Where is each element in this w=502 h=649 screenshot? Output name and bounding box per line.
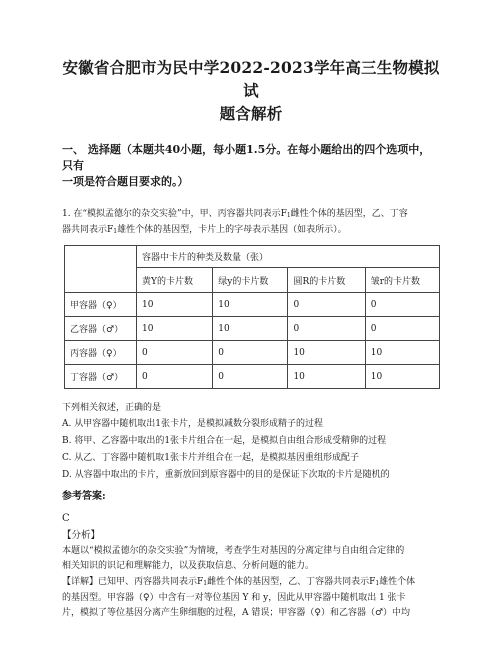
analysis-tag: 【分析】 [62, 530, 101, 541]
question-1-text [62, 207, 440, 239]
subscript: 1 [375, 580, 380, 587]
option-c: C. 从乙、丁容器中随机取1张卡片并组合在一起，是模拟基因重组形成配子 [62, 453, 360, 463]
table-row-label: 甲容器（♀） [65, 293, 137, 317]
table-cell: 0 [288, 317, 365, 341]
table-cell: 10 [288, 341, 365, 365]
section-heading-line-2: 一项是符合题目要求的。） [62, 175, 189, 188]
option-a: A. 从甲容器中随机取出1张卡片，是模拟减数分裂形成精子的过程 [62, 419, 323, 429]
table-row [65, 365, 440, 389]
table-row-label: 丁容器（♂） [65, 365, 137, 389]
table-cell: 10 [137, 317, 213, 341]
document-title [62, 0, 440, 125]
table-header-row [65, 246, 440, 268]
table-corner-cell [65, 246, 137, 293]
analysis-line: 相关知识的识记和理解能力，以及获取信息、分析问题的能力。 [62, 561, 315, 571]
table-header-cell: 黄Y的卡片数 [137, 268, 213, 293]
section-heading [62, 142, 440, 190]
detail-line-part: 雄性个体 [379, 577, 416, 587]
table-cell: 0 [137, 365, 213, 389]
table-caption: 容器中卡片的种类及数量（张） [137, 246, 440, 268]
table-cell: 0 [365, 293, 439, 317]
card-table [64, 245, 440, 389]
table-cell: 10 [137, 293, 213, 317]
table-cell: 10 [288, 365, 365, 389]
table-cell: 0 [288, 293, 365, 317]
subscript: 1 [113, 228, 118, 235]
table-header-cell: 绿y的卡片数 [213, 268, 288, 293]
table-row [65, 293, 440, 317]
title-line-1: 安徽省合肥市为民中学2022-2023学年高三生物模拟试 [62, 58, 440, 100]
table-row-label: 乙容器（♂） [65, 317, 137, 341]
table-header-cell: 皱r的卡片数 [365, 268, 439, 293]
detail-text [62, 575, 440, 621]
question-1-text-part: 1. 在“模拟孟德尔的杂交实验”中，甲、丙容器共同表示F [62, 209, 287, 219]
subscript: 1 [286, 212, 291, 219]
analysis-line: 本题以“模拟孟德尔的杂交实验”为情境，考查学生对基因的分离定律与自由组合定律的 [62, 546, 405, 556]
detail-line-part: 【详解】已知甲、丙容器共同表示F [62, 577, 204, 587]
table-cell: 0 [213, 341, 288, 365]
detail-line: 的基因型。甲容器（♀）中含有一对等位基因 Y 和 y，因此从甲容器中随机取出 1 张卡 [62, 593, 406, 603]
table-cell: 0 [213, 365, 288, 389]
option-b: B. 将甲、乙容器中取出的1张卡片组合在一起，是模拟自由组合形成受精卵的过程 [62, 436, 387, 446]
table-cell: 10 [213, 293, 288, 317]
table-row [65, 341, 440, 365]
table-cell: 0 [365, 317, 439, 341]
table-cell: 0 [137, 341, 213, 365]
table-row [65, 317, 440, 341]
detail-line-part: 雌性个体的基因型，乙、丁容器共同表示F [207, 577, 376, 587]
table-cell: 10 [365, 365, 439, 389]
answer: C [62, 513, 70, 524]
title-line-2: 题含解析 [219, 104, 283, 123]
section-heading-line-1: 一、 选择题（本题共40小题，每小题1.5分。在每小题给出的四个选项中，只有 [62, 143, 431, 172]
option-d: D. 从容器中取出的卡片，重新放回到原容器中的目的是保证下次取的卡片是随机的 [62, 470, 390, 480]
question-1-text-part: 雄性个体的基因型，卡片上的字母表示基因（如表所示）。 [117, 225, 347, 235]
reference-answer-label: 参考答案: [62, 491, 106, 502]
table-row-label: 丙容器（♀） [65, 341, 137, 365]
table-cell: 10 [213, 317, 288, 341]
table-header-cell: 圆R的卡片数 [288, 268, 365, 293]
detail-line: 片，模拟了等位基因分离产生卵细胞的过程，A 错误；甲容器（♀）和乙容器（♂）中均 [62, 608, 411, 618]
question-stem: 下列相关叙述，正确的是 [62, 403, 162, 413]
question-1-text-part: 雌性个体的基因型，乙、丁容 [290, 209, 408, 219]
question-1 [62, 207, 440, 621]
analysis-text [62, 544, 440, 574]
subscript: 1 [203, 580, 208, 587]
table-cell: 10 [365, 341, 439, 365]
question-1-text-part: 器共同表示F [62, 225, 114, 235]
